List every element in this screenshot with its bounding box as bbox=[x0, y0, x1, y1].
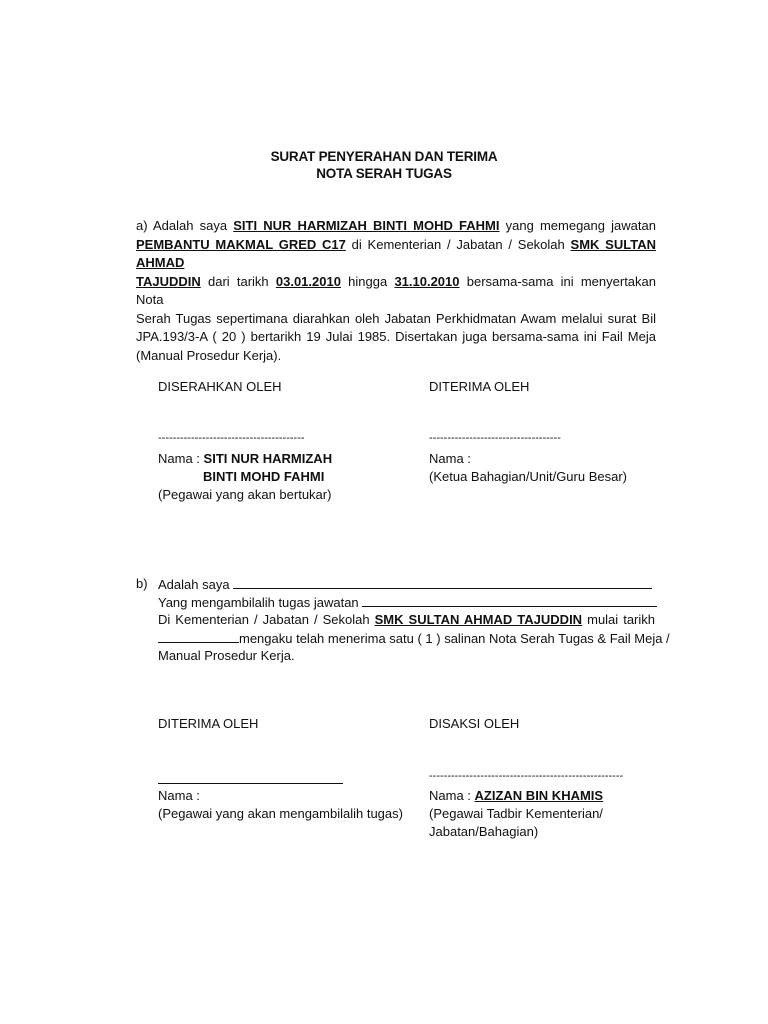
section-b-line-5: Manual Prosedur Kerja. bbox=[158, 648, 295, 663]
section-a-line-6: (Manual Prosedur Kerja). bbox=[136, 347, 282, 363]
witness-name: AZIZAN BIN KHAMIS bbox=[474, 788, 604, 803]
section-a-text: Adalah saya bbox=[153, 218, 228, 233]
blank-post-field bbox=[362, 594, 657, 607]
name-label: Nama : bbox=[158, 451, 200, 466]
name-label: Nama : bbox=[429, 788, 471, 803]
witness-role-line-2: Jabatan/Bahagian) bbox=[429, 824, 539, 839]
signature-line-receiver: ------------------------------------ bbox=[429, 432, 561, 444]
date-to: 31.10.2010 bbox=[394, 273, 460, 289]
section-a-line-2 bbox=[136, 236, 656, 273]
new-officer-name-label: Nama : bbox=[158, 788, 200, 803]
school-name-part-1: SMK SULTAN AHMAD bbox=[136, 236, 656, 270]
section-a-line-1 bbox=[136, 217, 656, 236]
handover-name-row bbox=[158, 451, 332, 466]
section-b-text: Yang mengambilalih tugas jawatan bbox=[158, 595, 359, 610]
section-a-label: a) bbox=[136, 218, 148, 233]
section-a-paragraph bbox=[136, 217, 656, 365]
received-by-heading: DITERIMA OLEH bbox=[429, 379, 530, 394]
section-a-text: yang memegang jawatan bbox=[505, 218, 656, 233]
section-a-text: di Kementerian / Jabatan / Sekolah bbox=[351, 236, 565, 252]
receiver-role: (Ketua Bahagian/Unit/Guru Besar) bbox=[429, 469, 627, 484]
school-name-part-2: TAJUDDIN bbox=[136, 273, 201, 289]
handover-role: (Pegawai yang akan bertukar) bbox=[158, 487, 332, 502]
post-title: PEMBANTU MAKMAL GRED C17 bbox=[136, 236, 346, 252]
witnessed-by-heading: DISAKSI OLEH bbox=[429, 716, 520, 731]
handover-officer-name: SITI NUR HARMIZAH BINTI MOHD FAHMI bbox=[233, 218, 500, 233]
section-b-text: Adalah saya bbox=[158, 577, 230, 592]
section-b-line-3 bbox=[158, 612, 655, 627]
section-b-text: mengaku telah menerima satu ( 1 ) salinan Nota Serah Tugas & Fail Meja / bbox=[239, 631, 670, 646]
section-b-text: mulai tarikh bbox=[587, 612, 655, 627]
section-a-line-3 bbox=[136, 273, 656, 310]
section-a-text: dari tarikh bbox=[207, 273, 269, 289]
section-b-line-3-text bbox=[158, 612, 655, 627]
section-b-label: b) bbox=[136, 576, 148, 591]
receiver-name-label: Nama : bbox=[429, 451, 471, 466]
section-a-line-5: JPA.193/3-A ( 20 ) bertarikh 19 Julai 1985. Disertakan juga bersama-sama ini Fail Meja bbox=[136, 329, 656, 344]
blank-date-field bbox=[158, 630, 239, 643]
handover-name-line-2: BINTI MOHD FAHMI bbox=[203, 469, 325, 484]
signature-line-new-officer bbox=[158, 771, 343, 787]
signature-line-handover: ---------------------------------------- bbox=[158, 432, 305, 444]
section-a-line-4: Serah Tugas sepertimana diarahkan oleh Jabatan Perkhidmatan Awam melalui surat Bil bbox=[136, 310, 656, 326]
section-b-line-2 bbox=[158, 594, 657, 610]
section-a-text: hingga bbox=[348, 273, 388, 289]
section-b-school-name: SMK SULTAN AHMAD TAJUDDIN bbox=[374, 612, 583, 627]
section-b-line-1 bbox=[158, 576, 652, 592]
section-b-text: Di Kementerian / Jabatan / Sekolah bbox=[158, 612, 370, 627]
signature-line-witness: ----------------------------------------------------- bbox=[429, 770, 624, 782]
witness-name-row bbox=[429, 788, 603, 803]
section-b-line-4 bbox=[158, 630, 670, 646]
handover-name-line-1: SITI NUR HARMIZAH bbox=[203, 451, 333, 466]
document-title: SURAT PENYERAHAN DAN TERIMA bbox=[270, 149, 498, 164]
blank-name-field bbox=[233, 576, 652, 589]
date-from: 03.01.2010 bbox=[275, 273, 341, 289]
section-a-text: bersama-sama ini menyertakan Nota bbox=[136, 273, 656, 307]
witness-role-line-1: (Pegawai Tadbir Kementerian/ bbox=[429, 806, 603, 821]
received-by-heading-b: DITERIMA OLEH bbox=[158, 716, 259, 731]
signature-underline bbox=[158, 771, 343, 784]
document-subtitle: NOTA SERAH TUGAS bbox=[316, 166, 452, 181]
handover-by-heading: DISERAHKAN OLEH bbox=[158, 379, 282, 394]
new-officer-role: (Pegawai yang akan mengambilalih tugas) bbox=[158, 806, 403, 821]
